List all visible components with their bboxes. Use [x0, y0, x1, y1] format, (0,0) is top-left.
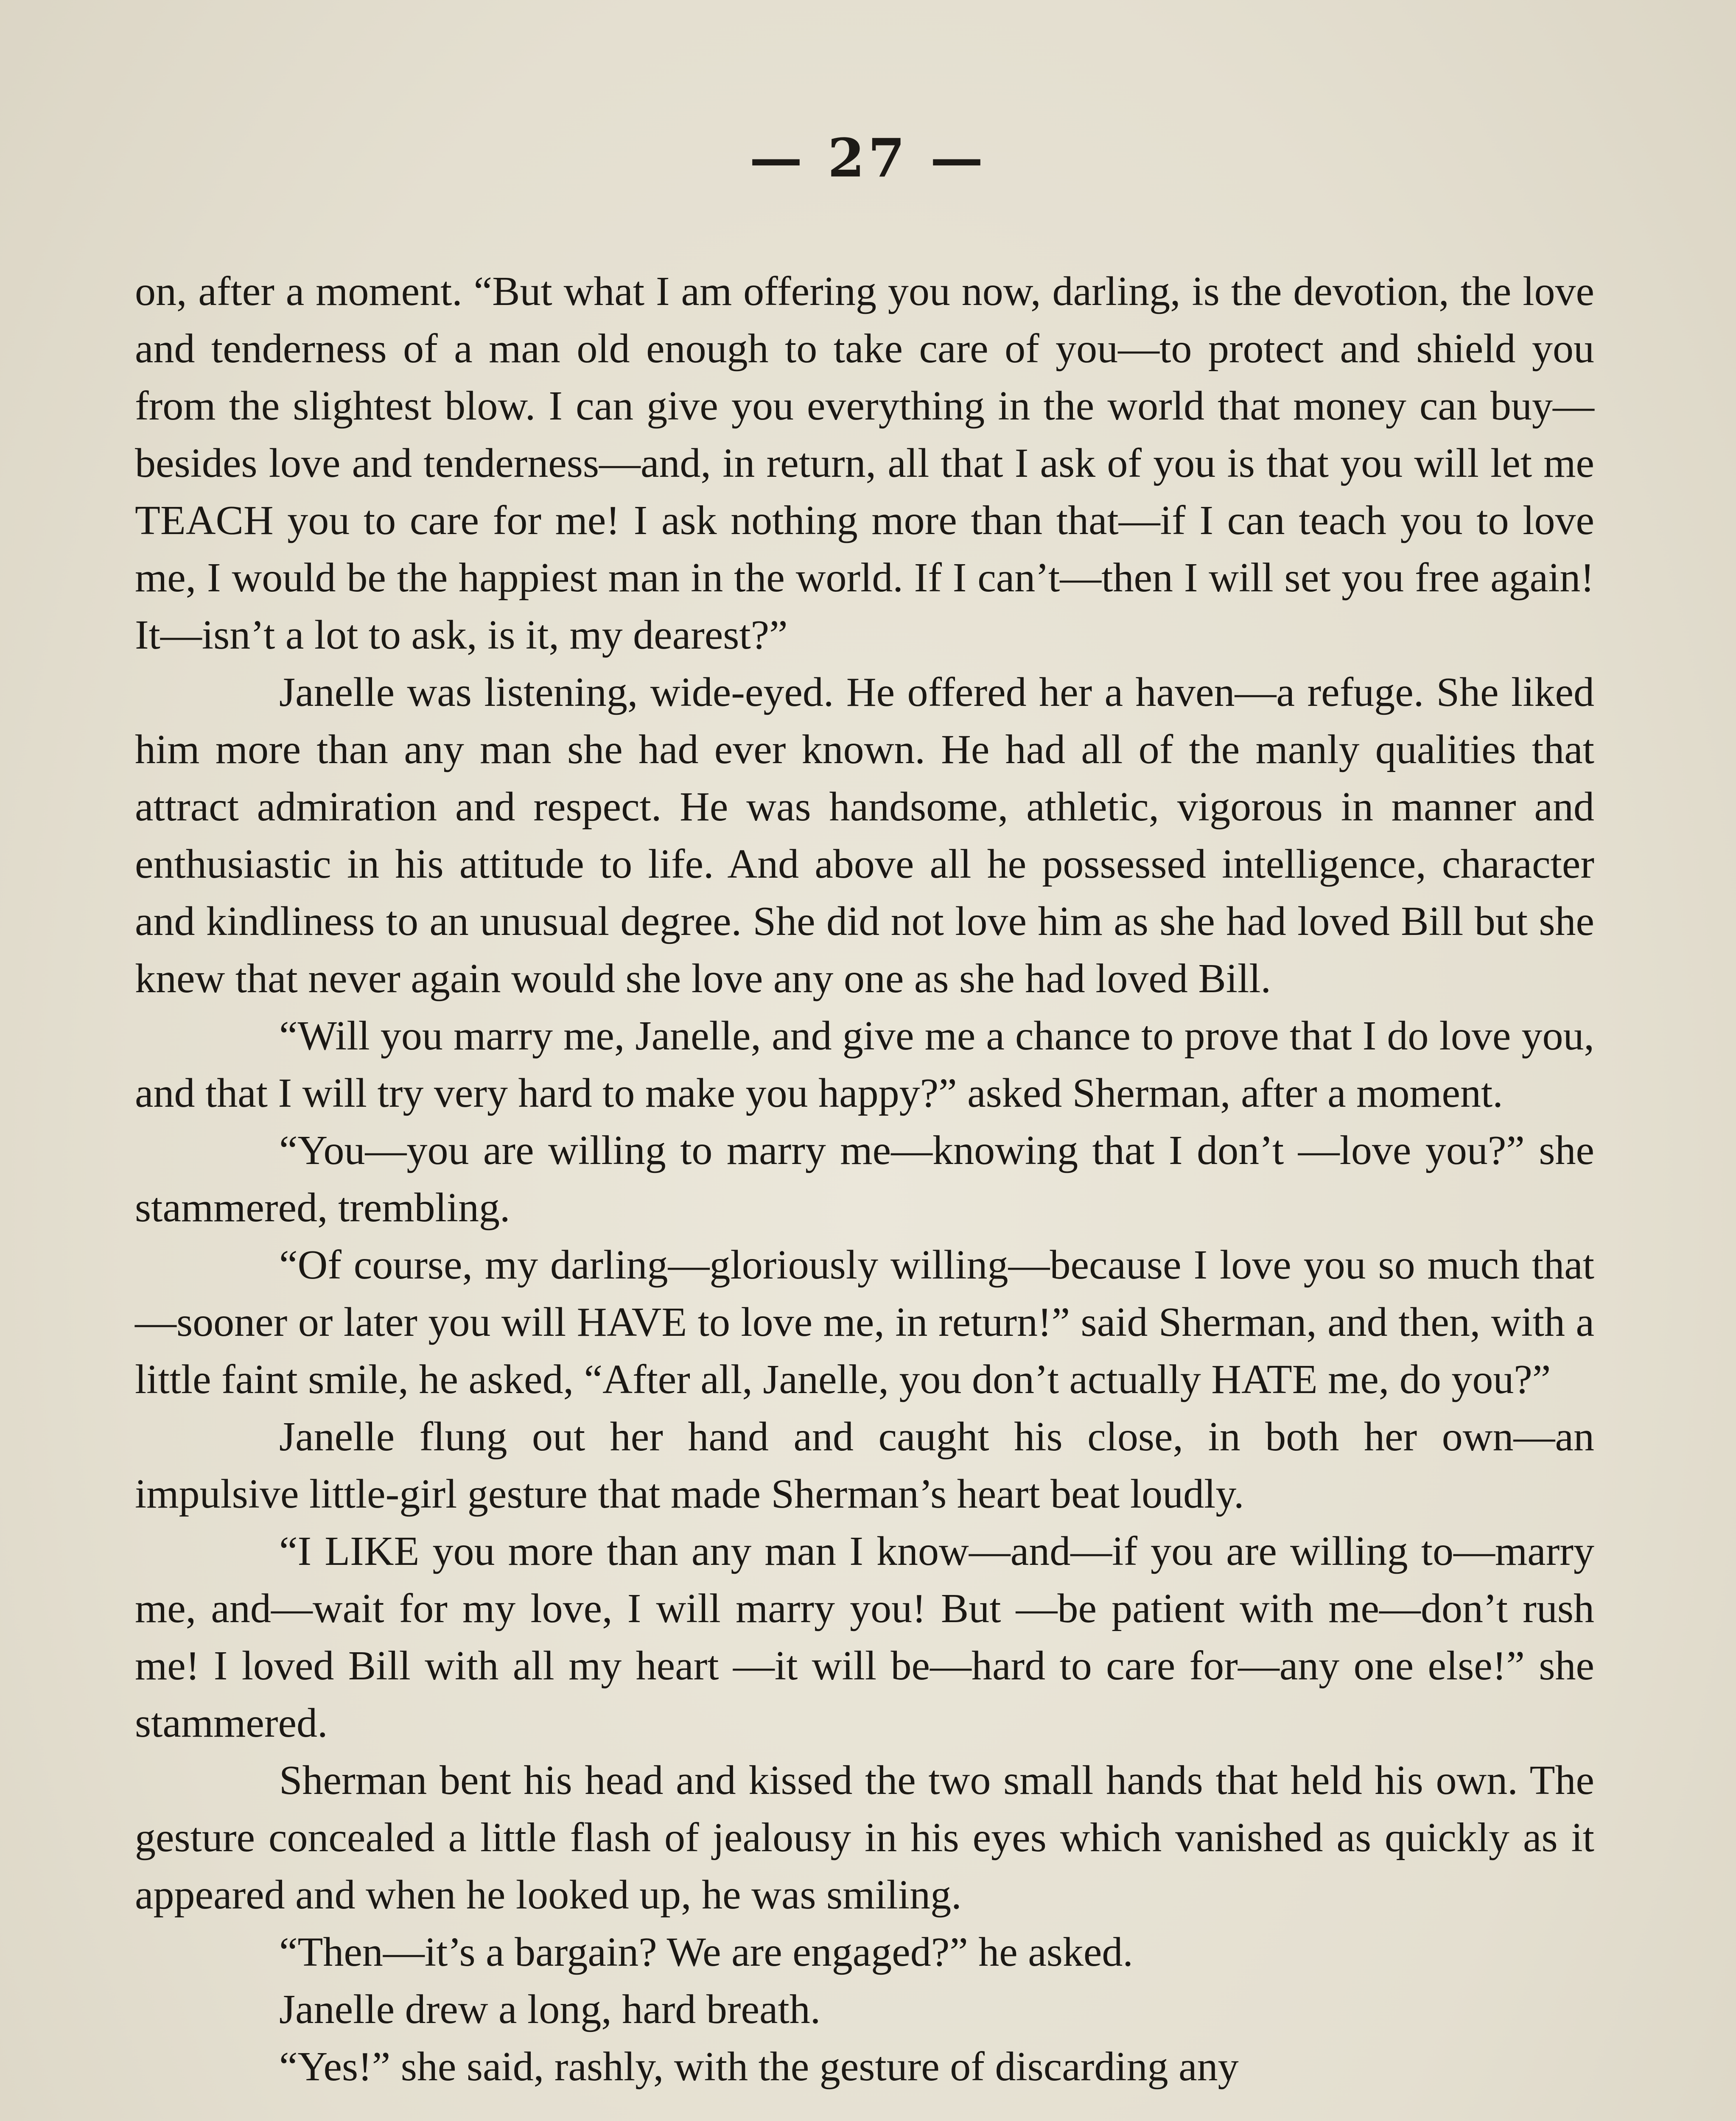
paragraph-4: “You—you are willing to marry me—knowing that I don’t —love you?” she stammered, trembling.	[135, 1128, 1594, 1231]
body-text	[135, 263, 1594, 2096]
paragraph-11: “Yes!” she said, rashly, with the gesture of discarding any	[279, 2044, 1239, 2090]
paragraph-2: Janelle was listening, wide-eyed. He offered her a haven—a refuge. She liked him more than any man she had ever known. He had all of the manly qualities that attract admiration and respect. He was handsome, athletic, vigorous in manner and enthusiastic in his attitude to life. And above all he possessed intelligence, character and kindliness to an unusual degree. She did not love him as she had loved Bill but she knew that never again would she love any one as she had loved Bill.	[135, 669, 1594, 1002]
paragraph-6: Janelle flung out her hand and caught his close, in both her own—an impulsive little-girl gesture that made Sherman’s heart beat loudly.	[135, 1414, 1594, 1517]
page-number: — 27 —	[749, 127, 987, 189]
paragraph-1: on, after a moment. “But what I am offering you now, darling, is the devotion, the love and tenderness of a man old enough to take care of you—to protect and shield you from the slightest blow. I can give you everything in the world that money can buy—besides love and tenderness—and, in return, all that I ask of you is that you will let me TEACH you to care for me! I ask nothing more than that—if I can teach you to love me, I would be the happiest man in the world. If I can’t—then I will set you free again! It—isn’t a lot to ask, is it, my dearest?”	[135, 269, 1594, 658]
paragraph-8: Sherman bent his head and kissed the two small hands that held his own. The gesture concealed a little flash of jealousy in his eyes which vanished as quickly as it appeared and when he looked up, he was smiling.	[135, 1757, 1594, 1918]
paragraph-3: “Will you marry me, Janelle, and give me a chance to prove that I do love you, and that I will try very hard to make you happy?” asked Sherman, after a moment.	[135, 1013, 1594, 1116]
paragraph-5: “Of course, my darling—gloriously willing—because I love you so much that—sooner or later you will HAVE to love me, in return!” said Sherman, and then, with a little faint smile, he asked, “After all, Janelle, you don’t actually HATE me, do you?”	[135, 1242, 1594, 1402]
paragraph-7: “I LIKE you more than any man I know—and—if you are willing to—marry me, and—wait for my love, I will marry you! But —be patient with me—don’t rush me! I loved Bill with all my heart —it will be—hard to care for—any one else!” she stammered.	[135, 1528, 1594, 1746]
paragraph-10: Janelle drew a long, hard breath.	[279, 1987, 821, 2032]
paragraph-9: “Then—it’s a bargain? We are engaged?” he asked.	[279, 1929, 1133, 1975]
